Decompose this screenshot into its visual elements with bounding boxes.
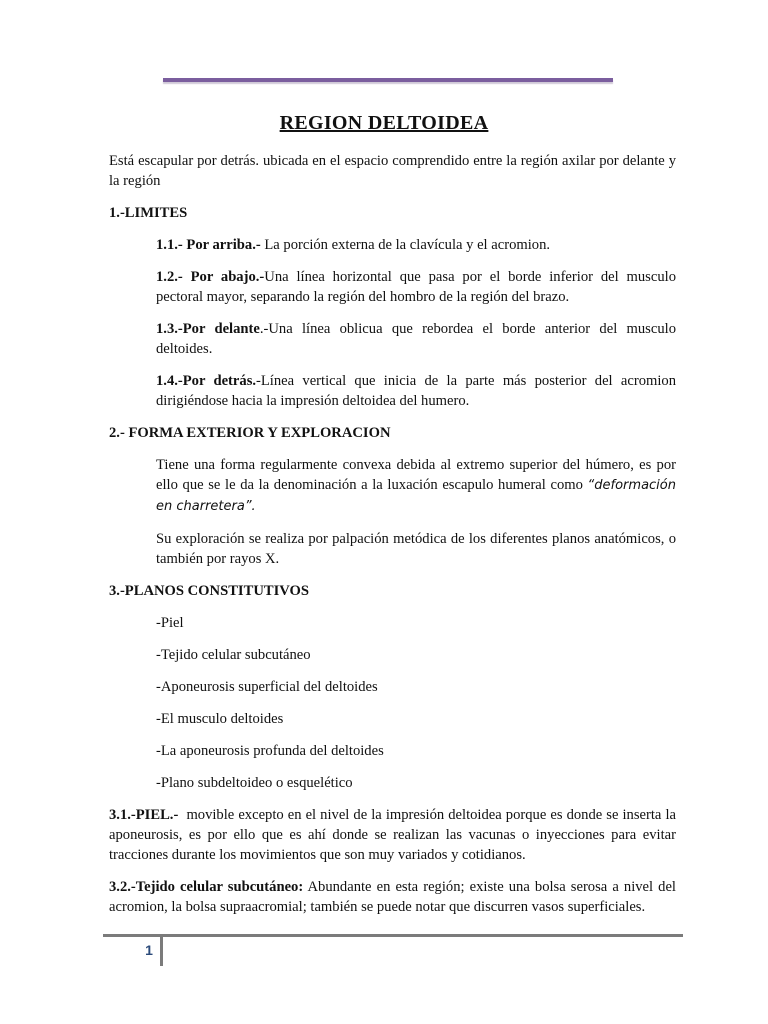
header-rule (163, 78, 613, 82)
limit-item-delante (156, 319, 676, 359)
limit-label: 1.4.-Por detrás. (156, 373, 257, 389)
piel-label: 3.1.-PIEL.- (109, 807, 179, 823)
tejido-label: 3.2.-Tejido celular subcutáneo: (109, 879, 304, 895)
limit-label: 1.2.- Por abajo.- (156, 269, 265, 285)
intro-paragraph: Está escapular por detrás. ubicada en el espacio comprendido entre la región axilar por delante y la región (109, 153, 676, 189)
plano-item: -Aponeurosis superficial del deltoides (156, 679, 378, 695)
footer-rule (103, 934, 683, 937)
limit-item-detras (156, 371, 676, 411)
limit-text: La porción externa de la clavícula y el acromion. (260, 237, 551, 253)
section-heading-forma: 2.- FORMA EXTERIOR Y EXPLORACION (109, 425, 391, 441)
plano-item: -Piel (156, 615, 184, 631)
section-heading-planos: 3.-PLANOS CONSTITUTIVOS (109, 583, 310, 599)
forma-paragraph (156, 455, 676, 517)
page-number: 1 (145, 942, 153, 958)
plano-item: -La aponeurosis profunda del deltoides (156, 743, 384, 759)
limit-text: .-Una línea oblicua que rebordea el borde anterior del musculo deltoides. (156, 321, 676, 357)
tejido-text: Abundante en esta región; existe una bolsa serosa a nivel del acromion, la bolsa supraacromial; también se puede notar que discurren vasos superficiales. (109, 879, 676, 915)
forma-quote: “deformación en charretera”. (156, 478, 676, 514)
plano-item: -El musculo deltoides (156, 711, 284, 727)
document-body (109, 151, 680, 929)
limit-label: 1.1.- Por arriba.- (156, 237, 261, 253)
tejido-paragraph (109, 877, 676, 917)
page-title: REGION DELTOIDEA (279, 112, 489, 134)
piel-text: movible excepto en el nivel de la impresión deltoidea porque es donde se inserta la aponeurosis, es por ello que es ahí donde se realizan las vacunas o inyecciones para evitar tracciones durante los movimientos que son muy variados y cotidianos. (109, 807, 680, 863)
section-heading-limites: 1.-LIMITES (109, 205, 188, 221)
piel-paragraph (109, 805, 680, 865)
limit-text: Una línea horizontal que pasa por el borde inferior del musculo pectoral mayor, separando la región del hombro de la región del brazo. (156, 269, 676, 305)
limit-item-abajo (156, 267, 676, 307)
limit-text: -Línea vertical que inicia de la parte más posterior del acromion dirigiéndose hacia la impresión deltoidea del humero. (156, 373, 676, 409)
page-number-divider (160, 936, 163, 966)
plano-item: -Plano subdeltoideo o esquelético (156, 775, 353, 791)
exploracion-paragraph: Su exploración se realiza por palpación metódica de los diferentes planos anatómicos, o también por rayos X. (156, 531, 676, 567)
limit-item-arriba (156, 235, 676, 255)
plano-item: -Tejido celular subcutáneo (156, 647, 311, 663)
forma-text: Tiene una forma regularmente convexa debida al extremo superior del húmero, es por ello que se le da la denominación a la luxación escapulo humeral como (156, 457, 676, 493)
limit-label: 1.3.-Por delante (156, 321, 260, 337)
